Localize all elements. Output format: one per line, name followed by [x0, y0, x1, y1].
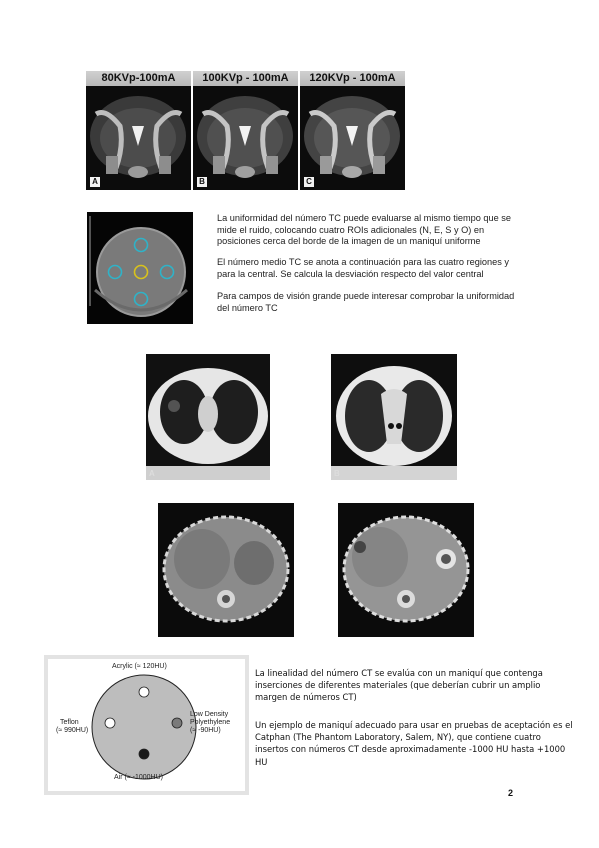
ct-panel-c	[300, 70, 405, 190]
uniformity-paragraph-1: La uniformidad del número TC puede evaluarse al mismo tiempo que se mide el ruido, colocando cuatro ROIs adicionales (N, E, S y O) en posiciones cerca del borde de la imagen de un maniquí uniforme	[217, 213, 511, 247]
ct-panel-title: 100KVp - 100mA	[193, 71, 298, 86]
pelvis-ct-image	[300, 86, 405, 190]
linearity-paragraph-1: La linealidad del número CT se evalúa con un maniquí que contenga inserciones de diferentes materiales (que deberían cubrir un amplio margen de números CT)	[255, 668, 543, 703]
teflon-insert	[105, 718, 115, 728]
ldpe-label-2: Polyethylene	[190, 719, 231, 726]
ldpe-label-1: Low Density	[190, 711, 229, 718]
scan-letter: A	[149, 469, 155, 478]
abdomen-ct-image-1	[158, 503, 294, 637]
ct-panel-a	[86, 70, 191, 190]
panel-letter: C	[304, 177, 314, 187]
acrylic-label: Acrylic (≈ 120HU)	[112, 663, 167, 670]
teflon-hu-label: (≈ 990HU)	[56, 727, 89, 734]
abdomen-ct-image-2	[338, 503, 474, 637]
air-insert	[139, 749, 149, 759]
catphan-phantom-diagram	[44, 655, 249, 795]
lung-ct-image-a	[146, 354, 270, 480]
ct-kvp-comparison-figure	[86, 70, 405, 190]
ldpe-label-3: (≈ -90HU)	[190, 727, 221, 734]
pelvis-ct-image	[193, 86, 298, 190]
scan-letter: B	[334, 469, 340, 478]
air-label: Air (≈ -1000HU)	[114, 774, 163, 781]
lung-ct-image-b	[331, 354, 457, 480]
teflon-label: Teflon	[60, 719, 79, 726]
uniformity-paragraph-3: Para campos de visión grande puede interesar comprobar la uniformidad del número TC	[217, 291, 515, 313]
uniform-phantom-roi-image	[87, 212, 193, 324]
page-number: 2	[508, 788, 514, 798]
panel-letter: B	[197, 177, 207, 187]
ldpe-insert	[172, 718, 182, 728]
acrylic-insert	[139, 687, 149, 697]
ct-panel-title: 80KVp-100mA	[86, 71, 191, 86]
panel-letter: A	[90, 177, 100, 187]
uniformity-paragraph-2: El número medio TC se anota a continuación para las cuatro regiones y para la central. Se calcula la desviación respecto del valor central	[217, 257, 509, 279]
ct-panel-b	[193, 70, 298, 190]
ct-panel-title: 120KVp - 100mA	[300, 71, 405, 86]
linearity-paragraph-2: Un ejemplo de maniquí adecuado para usar en pruebas de aceptación es el Catphan (The Phantom Laboratory, Salem, NY), que contiene cuatro insertos con números CT desde aproximadamente -1000 HU hasta +1000 HU	[255, 720, 573, 767]
pelvis-ct-image	[86, 86, 191, 190]
